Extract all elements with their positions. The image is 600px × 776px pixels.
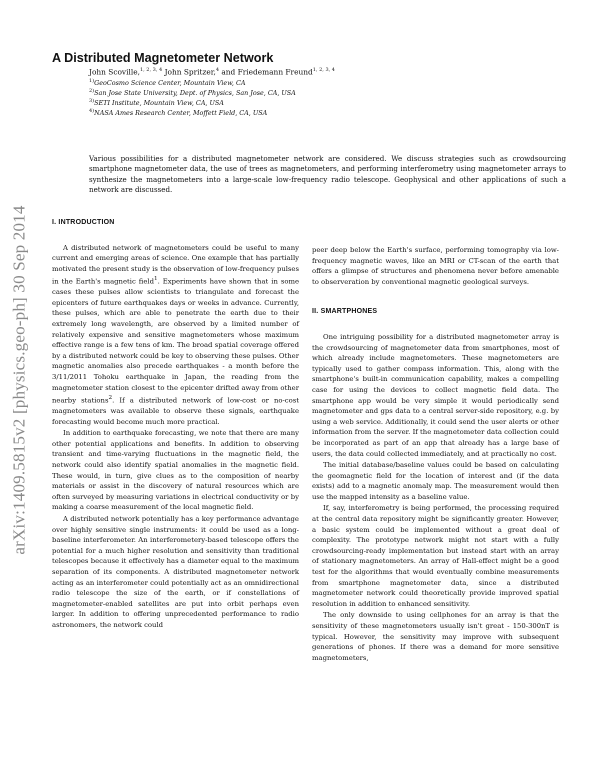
author-name: and Friedemann Freund: [221, 67, 313, 77]
author-name: John Spritzer,: [164, 67, 216, 77]
affiliation: $^{4)}$NASA Ames Research Center, Moffett Field, CA, USA: [89, 108, 268, 118]
footnote-ref: 2: [108, 395, 113, 402]
paragraph: A distributed network of magnetometers could be useful to many current and emerging areas of science. One example that has partially motivated the present study is the observation of low-frequency pulses in the Earth's magnetic field$^1$. Experiments have shown that in some cases these pulses allow scientists to triangulate and forecast the epicenters of future earthquakes days or weeks in advance. Currently, these pulses, which are able to penetrate the earth due to their extremely long wavelength, are observed by a limited number of relatively expensive and sensitive magnetometers whose maximum effective range is a few tens of km. The broad spatial coverage offered by a distributed network could be key to observing these pulses. Other magnetic anomalies also precede earthquakes - a month before the 3/11/2011 Tohoku earthquake in Japan, the reading from the magnetometer station closest to the epicenter drifted away from other nearby stations$^2$. If a distributed network of low-cost or no-cost magnetometers was available to observe these signals, earthquake forecasting would become much more practical.: [52, 243, 300, 426]
section-heading-smartphones: II. SMARTPHONES: [312, 308, 378, 316]
author-name: John Scoville,: [89, 67, 140, 77]
author-affil-mark: 1, 2, 3, 4: [312, 67, 335, 73]
footnote-ref: 1: [153, 276, 158, 283]
paragraph: One intriguing possibility for a distributed magnetometer array is the crowdsourcing of magnetometer data from smartphones, most of which already include magnetometers. These magnetometers are typically used to gather compass information. This, along with the smartphone's built-in communication capability, makes a compelling case for using the devices to collect magnetic field data. The smartphone app would be very simple it would periodically send magnetometer and gps data to a central server-side repository, e.g. by using a web service. Additionally, it could send the user alerts or other information from the server. If the magnetometer data collection could be incorporated as part of an app that already has a large base of users, the data could collected immediately, and at practically no cost.: [312, 332, 559, 458]
author-affil-mark: 1, 2, 3, 4: [139, 67, 163, 73]
author-affil-mark: 4: [215, 67, 220, 73]
abstract: Various possibilities for a distributed magnetometer network are considered. We discuss strategies such as crowdsourcing smartphone magnetometer data, the use of trees as magnetometers, and performing interferometry using magnetometer arrays to synthesize the magnetometers into a large-scale low-frequency radio telescope. Geophysical and other applications of such a network are discussed.: [89, 154, 566, 194]
paragraph: In addition to earthquake forecasting, we note that there are many other potential applications and benefits. In addition to observing transient and time-varying fluctuations in the magnetic field, the network could also identify spatial anomalies in the magnetic field. These would, in turn, give clues as to the composition of nearby materials or assist in the discovery of natural resources which are often surveyed by measuring variations in electrical conductivity or by making a coarse measurement of the local magnetic field.: [52, 429, 299, 512]
right-column: [312, 245, 559, 663]
paragraph: peer deep below the Earth's surface, performing tomography via low-frequency magnetic waves, like an MRI or CT-scan of the earth that offers a glimpse of structures and phenomena never before amenable to observeration by conventional magnetic geological surveys.: [312, 246, 559, 286]
paragraph: The only downside to using cellphones for an array is that the sensitivity of these magnetometers usually isn't great - 150-300nT is typical. However, the sensitivity may improve with subsequent generations of phones. If there was a demand for more sensitive magnetometers,: [312, 611, 559, 662]
affiliation: $^{1)}$GeoCosmo Science Center, Mountain View, CA: [89, 78, 246, 88]
left-column: [52, 218, 299, 631]
paragraph: A distributed network potentially has a key performance advantage over highly sensitive single instruments: it could be used as a long-baseline interferometer. An interferometery-based telescope offers the potential for a much higher resolution and sensitivity than traditional telescopes because it effectively has a diameter equal to the maximum separation of its components. A distributed magnetometer network acting as an interferometer could potentially act as an omnidirectional radio telescope the size of the earth, or if constellations of magnetometer-enabled satellites are put into orbit perhaps even larger. In addition to offering unprecedented performance to radio astronomers, the network could: [52, 515, 299, 629]
paragraph: If, say, interferometry is being performed, the processing required at the central data repository might be significantly greater. However, a basic system could be implemented without a great deal of complexity. The prototype network might not start with a fully crowdsourcing-ready implementation but instead start with an array of stationary magnetometers. An array of Hall-effect might be a good test for the algorithms that would eventually combine measurements from smartphone magnetometer data, since a distributed magnetometer network could theoretically provide improved spatial resolution in addition to enhanced sensitivity.: [312, 504, 559, 608]
paper-title: A Distributed Magnetometer Network: [52, 51, 274, 65]
affiliation: $^{2)}$San Jose State University, Dept. of Physics, San Jose, CA, USA: [89, 88, 296, 98]
author-list: [89, 67, 335, 76]
paragraph: The initial database/baseline values could be based on calculating the geomagnetic field for the location of interest and (if the data exists) add to a magnetic anomaly map. The measurement would then use the mapped intensity as a baseline value.: [312, 461, 559, 501]
arxiv-stamp: [2, 180, 38, 580]
arxiv-id: arXiv:1409.5815v2 [physics.geo-ph] 30 Sep 2014: [10, 205, 30, 555]
section-heading-introduction: I. INTRODUCTION: [52, 219, 115, 226]
affiliation: $^{3)}$SETI Institute, Mountain View, CA, USA: [89, 98, 224, 108]
